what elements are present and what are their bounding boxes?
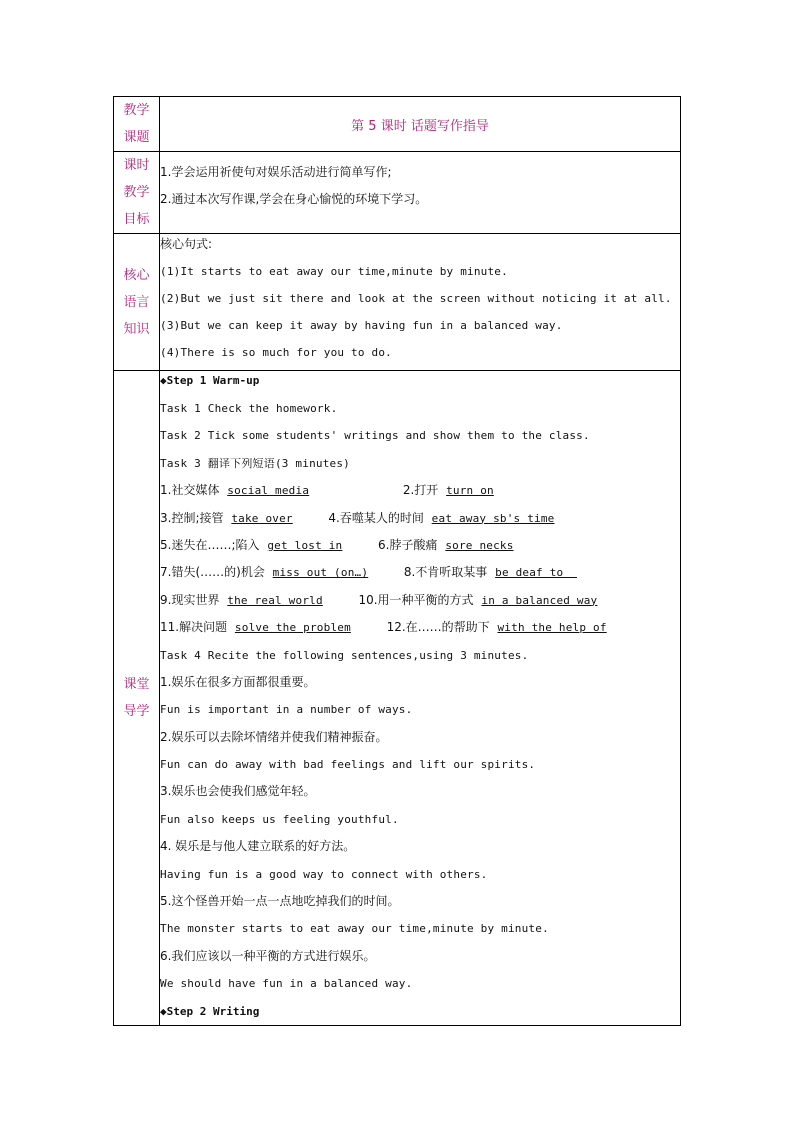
recite-zh: 2.娱乐可以去除坏情绪并使我们精神振奋。 [160, 729, 388, 744]
phrase-answer: be deaf to [495, 566, 577, 580]
phrase-row [160, 532, 680, 559]
phrase-question: 7.错失(……的)机会 [160, 565, 265, 580]
core-content [160, 234, 681, 371]
core-header-line2: 语言 [123, 294, 150, 310]
core-header-line1: 核心 [123, 267, 150, 283]
objective-item: 1.学会运用祈使句对娱乐活动进行简单写作; [160, 165, 392, 179]
title-header-line1: 教学 [123, 103, 150, 118]
phrase-answer: sore necks [445, 538, 514, 552]
phrase-answer: take over [231, 511, 293, 525]
recite-en: Fun also keeps us feeling youthful. [160, 812, 399, 826]
objectives-header-line3: 目标 [123, 212, 150, 227]
phrase-answer: with the help of [497, 621, 607, 635]
objectives-row [114, 152, 681, 234]
core-sentence: (4)There is so much for you to do. [160, 346, 392, 359]
core-intro: 核心句式: [160, 237, 213, 251]
guide-header-line2: 导学 [123, 703, 150, 719]
guide-content [160, 371, 681, 1026]
phrase-answer: the real world [227, 593, 323, 607]
lesson-plan-table [113, 96, 681, 1026]
title-header [114, 97, 160, 152]
task3: Task 3 翻译下列短语(3 minutes) [160, 456, 351, 470]
phrase-row [160, 559, 680, 586]
phrase-question: 11.解决问题 [160, 620, 228, 635]
objectives-header-line1: 课时 [123, 158, 150, 173]
core-row [114, 234, 681, 371]
phrase-row [160, 477, 680, 504]
phrase-question: 4.吞噬某人的时间 [328, 510, 424, 525]
recite-en: Fun is important in a number of ways. [160, 703, 413, 717]
phrase-question: 8.不肯听取某事 [403, 565, 488, 580]
objective-item: 2.通过本次写作课,学会在身心愉悦的环境下学习。 [160, 192, 428, 206]
phrase-answer: get lost in [267, 538, 343, 552]
guide-header-line1: 课堂 [123, 676, 150, 692]
recite-en: Fun can do away with bad feelings and lift our spirits. [160, 758, 536, 772]
phrase-answer: in a balanced way [481, 593, 598, 607]
phrase-question: 5.迷失在……;陷入 [160, 537, 260, 552]
recite-zh: 3.娱乐也会使我们感觉年轻。 [160, 784, 316, 799]
task2: Task 2 Tick some students' writings and show them to the class. [160, 429, 590, 443]
recite-zh: 4. 娱乐是与他人建立联系的好方法。 [160, 839, 356, 854]
phrase-question: 12.在……的帮助下 [386, 620, 490, 635]
phrase-row [160, 587, 680, 614]
lesson-title: 第 5 课时 话题写作指导 [160, 97, 681, 152]
phrase-row [160, 505, 680, 532]
phrase-question: 3.控制;接管 [160, 510, 224, 525]
phrase-question: 2.打开 [402, 483, 439, 498]
phrase-answer: miss out (on…) [272, 566, 369, 580]
title-row [114, 97, 681, 152]
phrase-question: 10.用一种平衡的方式 [358, 592, 474, 607]
core-header [114, 234, 160, 371]
core-header-line3: 知识 [123, 321, 150, 337]
phrase-question: 6.脖子酸痛 [378, 537, 438, 552]
recite-en: We should have fun in a balanced way. [160, 977, 413, 991]
recite-zh: 1.娱乐在很多方面都很重要。 [160, 674, 316, 689]
step1-heading: ◆Step 1 Warm-up [160, 374, 260, 387]
phrase-answer: solve the problem [234, 621, 351, 635]
core-sentence: (2)But we just sit there and look at the screen without noticing it at all. [160, 292, 672, 305]
objectives-content [160, 152, 681, 234]
step2-heading: ◆Step 2 Writing [160, 1004, 260, 1018]
phrase-answer: social media [227, 484, 310, 498]
core-sentence: (1)It starts to eat away our time,minute by minute. [160, 265, 508, 278]
objectives-header-line2: 教学 [123, 185, 150, 200]
task1: Task 1 Check the homework. [160, 402, 338, 415]
recite-zh: 6.我们应该以一种平衡的方式进行娱乐。 [160, 948, 376, 963]
core-sentence: (3)But we can keep it away by having fun in a balanced way. [160, 319, 563, 332]
phrase-question: 9.现实世界 [160, 592, 220, 607]
guide-header [114, 371, 160, 1026]
phrase-question: 1.社交媒体 [160, 483, 220, 498]
guide-row [114, 371, 681, 1026]
phrase-row [160, 614, 680, 641]
phrase-answer: eat away sb's time [431, 511, 555, 525]
recite-en: The monster starts to eat away our time,minute by minute. [160, 922, 549, 936]
objectives-header [114, 152, 160, 234]
title-header-line2: 课题 [123, 130, 150, 145]
recite-en: Having fun is a good way to connect with others. [160, 867, 488, 881]
recite-zh: 5.这个怪兽开始一点一点地吃掉我们的时间。 [160, 894, 400, 909]
task4: Task 4 Recite the following sentences,using 3 minutes. [160, 648, 529, 662]
phrase-answer: turn on [446, 484, 494, 498]
